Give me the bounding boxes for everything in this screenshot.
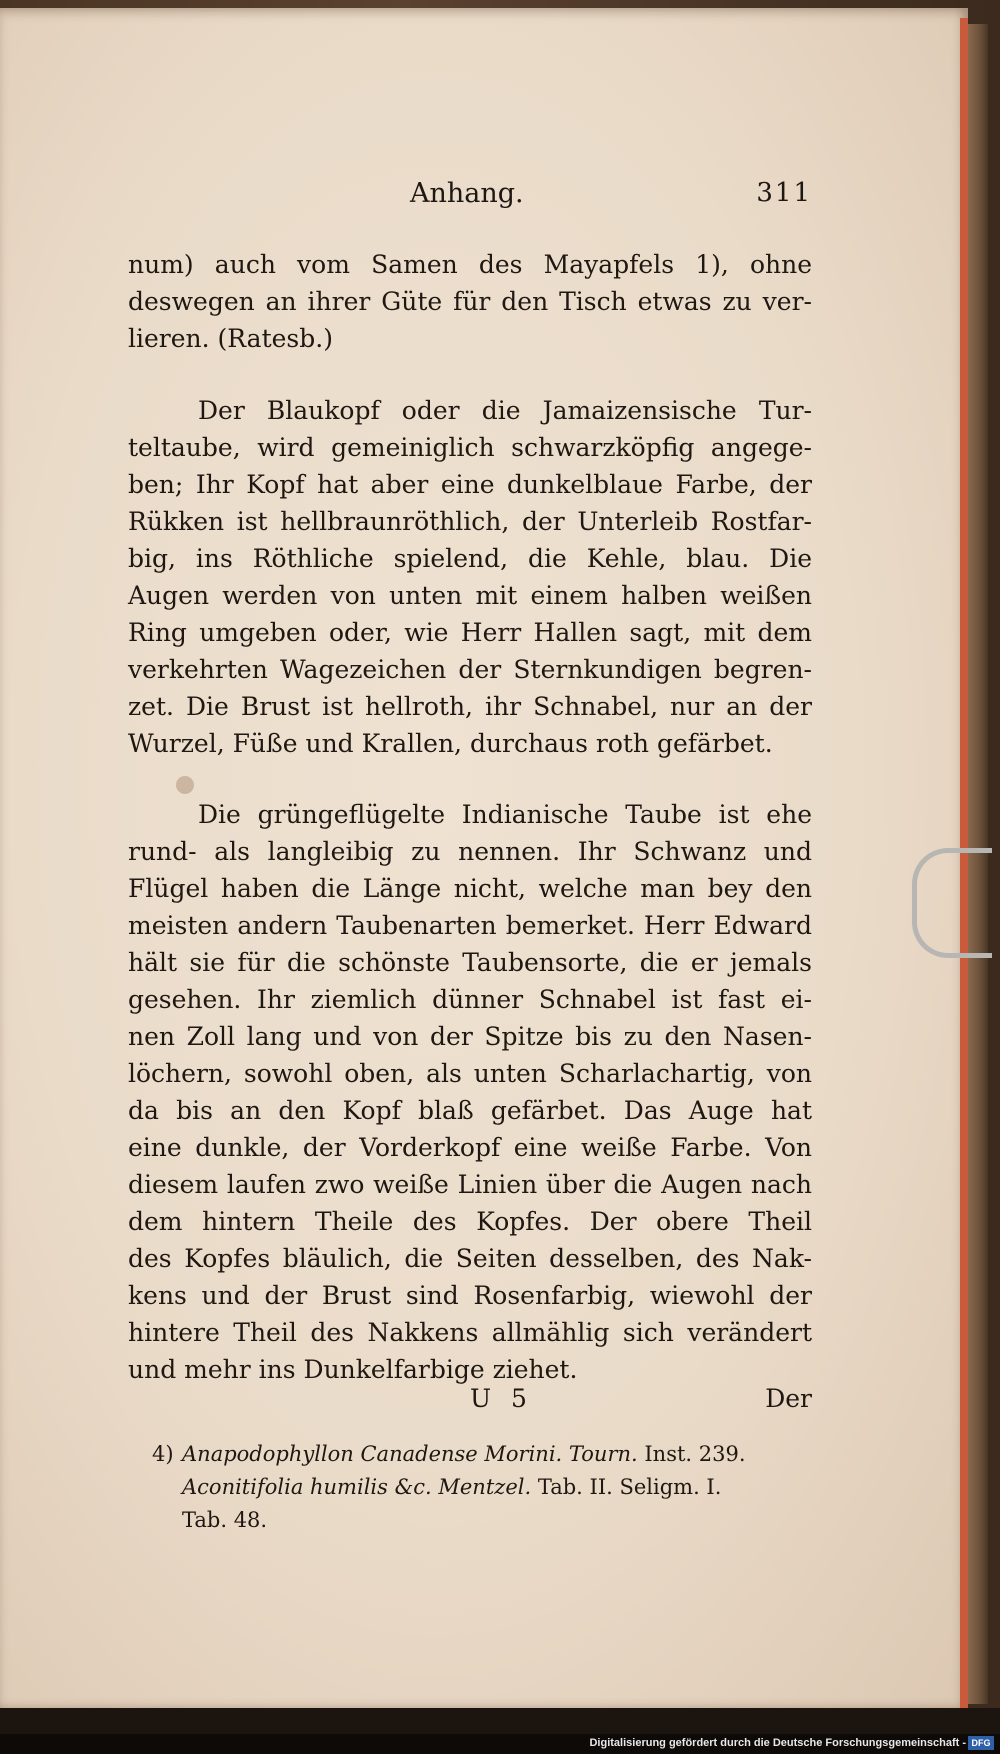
- text-line: lieren. (Ratesb.): [128, 324, 333, 353]
- paragraph-2: [128, 392, 812, 762]
- text-line: zet. Die Brust ist hellroth, ihr Schnabel, nur an der: [128, 692, 812, 721]
- text-line: da bis an den Kopf blaß gefärbet. Das Auge hat: [128, 1096, 812, 1125]
- digitization-credit: Digitalisierung gefördert durch die Deutsche Forschungsgemeinschaft -: [589, 1737, 966, 1749]
- text-line: des Kopfes bläulich, die Seiten desselben, des Nak-: [128, 1244, 812, 1273]
- text-line: Die grüngeflügelte Indianische Taube ist ehe: [198, 800, 812, 829]
- scan-bottom-strip: [0, 1708, 1000, 1734]
- text-line: ben; Ihr Kopf hat aber eine dunkelblaue Farbe, der: [128, 470, 812, 499]
- text-line: diesem laufen zwo weiße Linien über die Augen nach: [128, 1170, 812, 1199]
- signature-mark: U 5: [470, 1384, 533, 1413]
- text-line: Augen werden von unten mit einem halben weißen: [128, 581, 812, 610]
- text-line: hintere Theil des Nakkens allmählig sich verändert: [128, 1318, 812, 1347]
- page-clip: [912, 848, 992, 958]
- text-line: Der Blaukopf oder die Jamaizensische Tur-: [198, 396, 812, 425]
- footnote-citation: Tab. II. Seligm. I.: [537, 1475, 722, 1499]
- text-line: Rükken ist hellbraunröthlich, der Unterleib Rostfar-: [128, 507, 812, 536]
- footnote-citation-italic: Anapodophyllon Canadense Morini.: [182, 1442, 563, 1466]
- text-line: eine dunkle, der Vorderkopf eine weiße Farbe. Von: [128, 1133, 812, 1162]
- running-head: Anhang.: [410, 178, 524, 209]
- text-line: rund- als langleibig zu nennen. Ihr Schwanz und: [128, 837, 812, 866]
- page-number: 311: [756, 178, 812, 208]
- text-line: und mehr ins Dunkelfarbige ziehet.: [128, 1355, 578, 1384]
- page-header: [128, 178, 812, 218]
- text-line: Flügel haben die Länge nicht, welche man bey den: [128, 874, 812, 903]
- paper-stain: [176, 776, 194, 794]
- text-line: löchern, sowohl oben, als unten Scharlachartig, von: [128, 1059, 812, 1088]
- signature-row: [128, 1384, 812, 1422]
- paragraph-1: [128, 246, 812, 357]
- footnote-line-1: [152, 1438, 816, 1471]
- dfg-logo: DFG: [968, 1736, 994, 1750]
- footnote-mark: 4): [152, 1442, 174, 1466]
- text-line: Wurzel, Füße und Krallen, durchaus roth gefärbet.: [128, 729, 773, 758]
- footnote-line-2: [152, 1471, 816, 1504]
- footnote-citation-italic: Aconitifolia humilis &c. Mentzel.: [182, 1475, 532, 1499]
- paragraph-3: [128, 796, 812, 1388]
- text-line: gesehen. Ihr ziemlich dünner Schnabel ist fast ei-: [128, 985, 812, 1014]
- text-line: verkehrten Wagezeichen der Sternkundigen begren-: [128, 655, 812, 684]
- catchword: Der: [765, 1384, 812, 1413]
- footnote-line-3: Tab. 48.: [182, 1508, 268, 1532]
- text-line: dem hintern Theile des Kopfes. Der obere Theil: [128, 1207, 812, 1236]
- footnote-citation: Inst. 239.: [644, 1442, 746, 1466]
- text-line: nen Zoll lang und von der Spitze bis zu den Nasen-: [128, 1022, 812, 1051]
- footnote-citation-italic: Tourn.: [568, 1442, 638, 1466]
- text-line: teltaube, wird gemeiniglich schwarzköpfig angege-: [128, 433, 812, 462]
- text-line: big, ins Röthliche spielend, die Kehle, blau. Die: [128, 544, 812, 573]
- text-line: kens und der Brust sind Rosenfarbig, wiewohl der: [128, 1281, 812, 1310]
- text-line: hält sie für die schönste Taubensorte, die er jemals: [128, 948, 812, 977]
- footnote: [152, 1438, 816, 1537]
- text-line: num) auch vom Samen des Mayapfels 1), ohne: [128, 250, 812, 279]
- text-line: Ring umgeben oder, wie Herr Hallen sagt, mit dem: [128, 618, 812, 647]
- text-line: meisten andern Taubenarten bemerket. Herr Edward: [128, 911, 812, 940]
- text-line: deswegen an ihrer Güte für den Tisch etwas zu ver-: [128, 287, 812, 316]
